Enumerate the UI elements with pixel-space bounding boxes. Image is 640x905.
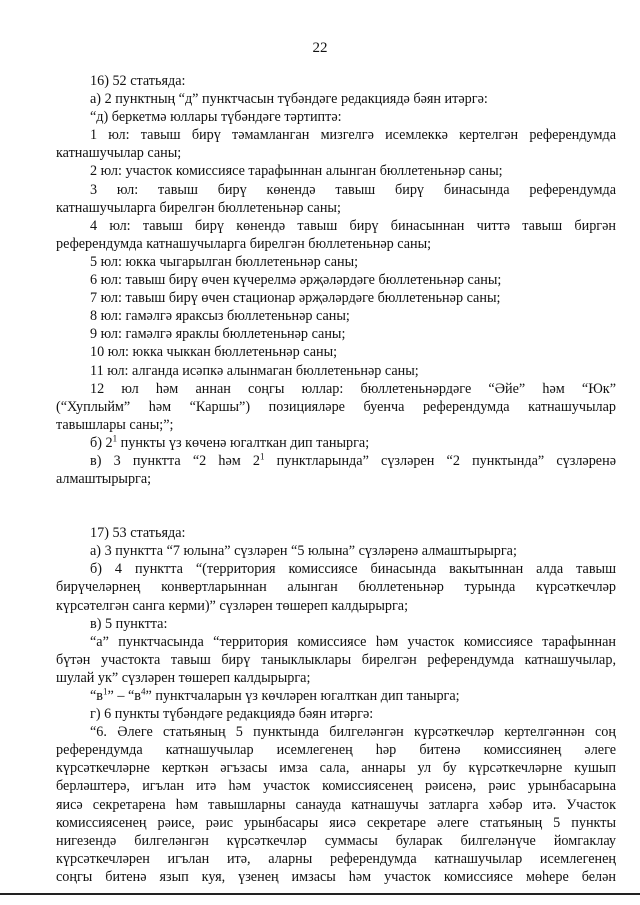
text-line: яисә секретарена һәм тавышларны санауда катнашучы затларга хәбәр итә. Участок <box>56 796 616 813</box>
text-line: “д) беркетмә юллары түбәндәге тәртиптә: <box>90 109 342 126</box>
text-line: бирүчеләрнең конвертларыннан алынган бюллетеньнәр турында күрсәткечләр <box>56 579 616 596</box>
text-line: а) 2 пунктның “д” пунктчасын түбәндәге редакциядә бәян итәргә: <box>90 91 488 108</box>
text-line: 4 юл: тавыш бирү көнендә тавыш бирү бинасыннан читтә тавыш биргән <box>90 217 616 234</box>
text-line: 3 юл: тавыш бирү көнендә тавыш бирү бинасында референдумда <box>90 181 616 198</box>
text-line: берләштерә, игълан итә һәм участок комиссиясенең рәисенә, рәис урынбасарына <box>56 778 616 795</box>
text-line: (“Хуплыйм” һәм “Каршы”) позицияләре буенча референдумда катнашучылар <box>56 398 616 415</box>
section-gap <box>56 488 616 524</box>
text-line: 16) 52 статьяда: <box>90 73 186 89</box>
page-number: 22 <box>312 40 328 56</box>
text-line: “а” пунктчасында “территория комиссиясе һәм участок комиссиясе тарафыннан <box>90 633 616 650</box>
text-line: 1 юл: тавыш бирү тәмамланган мизгелгә исемлеккә кертелгән референдумда <box>90 127 616 144</box>
section-17 <box>56 524 616 886</box>
text-line: в) 5 пунктта: <box>90 615 168 632</box>
text-line: катнашучыларга бирелгән бюллетеньнәр саны; <box>56 199 341 216</box>
document-body <box>56 72 616 886</box>
text-line: тавышлары саны;”; <box>56 416 174 433</box>
text-line: а) 3 пунктта “7 юлына” сүзләрен “5 юлына” сүзләренә алмаштырырга; <box>90 543 517 560</box>
text-line: күрсәткечләрне керткән әгъзасы имза сала, аннары ул бу күрсәткечләрне кушып <box>56 760 616 777</box>
text-line: 8 юл: гамәлгә яраксыз бюллетеньнәр саны; <box>90 308 350 325</box>
text-line: күрсәтелгән санга керми)” сүзләрен төшереп калдырырга; <box>56 597 409 614</box>
text-line: бүтән участокта тавыш бирү таныклыклары бирелгән референдумда катнашучылар, <box>56 651 616 668</box>
text-line: 17) 53 статьяда: <box>90 525 186 542</box>
text-line: референдумда катнашучыларга бирелгән бюллетеньнәр саны; <box>56 235 432 252</box>
scan-bottom-edge <box>0 893 640 895</box>
text-line: 6 юл: тавыш бирү өчен күчерелмә әрҗәләрдәге бюллетеньнәр саны; <box>90 272 502 289</box>
text-line: 10 юл: юкка чыккан бюллетеньнәр саны; <box>90 344 338 361</box>
text-line: г) 6 пункты түбәндәге редакциядә бәян итәргә: <box>90 706 374 723</box>
text-line: 12 юл һәм аннан соңгы юллар: бюллетеньнәрдәге “Әйе” һәм “Юк” <box>90 380 616 397</box>
text-line: “6. Әлеге статьяның 5 пунктында билгеләнгән күрсәткечләр кертелгәннән соң <box>90 724 616 741</box>
text-line: б) $2^1$ пункты үз көченә югалткан дип танырга; <box>90 433 370 451</box>
text-line: референдумда катнашучылар исемлегенең һәр битенә комиссиянең әлеге <box>56 742 616 759</box>
text-line: 11 юл: алганда исәпкә алынмаган бюллетеньнәр саны; <box>90 362 419 379</box>
text-line: 2 юл: участок комиссиясе тарафыннан алынган бюллетеньнәр саны; <box>90 163 503 180</box>
section-16 <box>56 72 616 488</box>
text-line: алмаштырырга; <box>56 471 152 488</box>
text-line: комиссиясенең рәисе, рәис урынбасары яисә секретаре әлеге статьяның 5 пункты <box>56 814 616 831</box>
text-line: шулай ук” сүзләрен төшереп калдырырга; <box>56 669 311 686</box>
text-line: б) 4 пунктта “(территория комиссиясе бинасында вакытыннан алда тавыш <box>90 561 616 578</box>
text-line: соңгы битенә язып куя, үзенең имзасы һәм участок комиссиясе мөһере белән <box>56 868 616 885</box>
text-line: 5 юл: юкка чыгарылган бюллетеньнәр саны; <box>90 253 359 270</box>
text-line: нигезендә билгеләнгән күрсәткечләр суммасы буларак билгеләнүче йомгаклау <box>56 832 616 849</box>
text-line: катнашучылар саны; <box>56 145 182 162</box>
text-line: 7 юл: тавыш бирү өчен стационар әрҗәләрдәге бюллетеньнәр саны; <box>90 290 501 307</box>
text-line: 9 юл: гамәлгә яраклы бюллетеньнәр саны; <box>90 326 346 343</box>
text-line: күрсәткечләрен игълан итә, аларны референдумда катнашучылар исемлегенең <box>56 850 616 867</box>
text-line: в) 3 пунктта “2 һәм $2^1$ пунктларында” сүзләрен “2 пунктында” сүзләренә <box>90 451 616 469</box>
text-line: “$в^1$” – “$в^4$” пунктчаларын үз көчләрен югалткан дип танырга; <box>90 686 460 704</box>
